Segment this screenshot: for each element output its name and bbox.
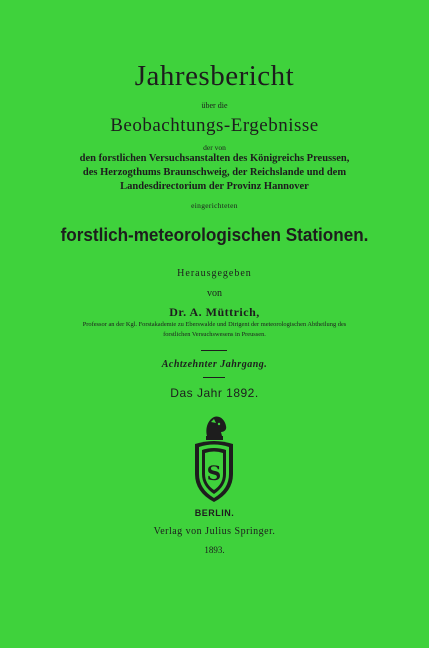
institution-line: des Herzogthums Braunschweig, der Reichslande und dem xyxy=(82,167,347,178)
report-year: Das Jahr 1892. xyxy=(170,386,259,400)
volume-number: Achtzehnter Jahrgang. xyxy=(161,359,268,370)
institution-line: den forstlichen Versuchsanstalten des Königreichs Preussen, xyxy=(79,153,350,164)
author-title-line: Professor an der Kgl. Forstakademie zu Eberswalde und Dirigent der meteorologischen Abtheilung des xyxy=(82,321,347,328)
stations-heading: forstlich-meteorologischen Stationen. xyxy=(60,225,369,245)
der-von: der von xyxy=(203,143,226,152)
publisher: Verlag von Julius Springer. xyxy=(153,526,276,537)
institution-line: Landesdirectorium der Provinz Hannover xyxy=(120,181,309,192)
author-name: Dr. A. Müttrich, xyxy=(169,305,260,319)
herausgegeben: Herausgegeben xyxy=(177,268,252,279)
von: von xyxy=(207,288,222,299)
ueber-die: über die xyxy=(201,101,228,110)
book-subtitle: Beobachtungs-Ergebnisse xyxy=(110,115,319,136)
city: BERLIN. xyxy=(194,508,235,518)
book-title: Jahresbericht xyxy=(134,60,295,92)
divider xyxy=(203,377,225,378)
author-title-line: forstlichen Versuchswesens in Preussen. xyxy=(163,331,266,338)
logo-letter: S xyxy=(206,461,222,485)
eingerichteten: eingerichteten xyxy=(191,201,238,210)
publication-year: 1893. xyxy=(204,545,225,555)
springer-knight-emblem-icon xyxy=(189,414,239,504)
divider xyxy=(201,350,227,351)
